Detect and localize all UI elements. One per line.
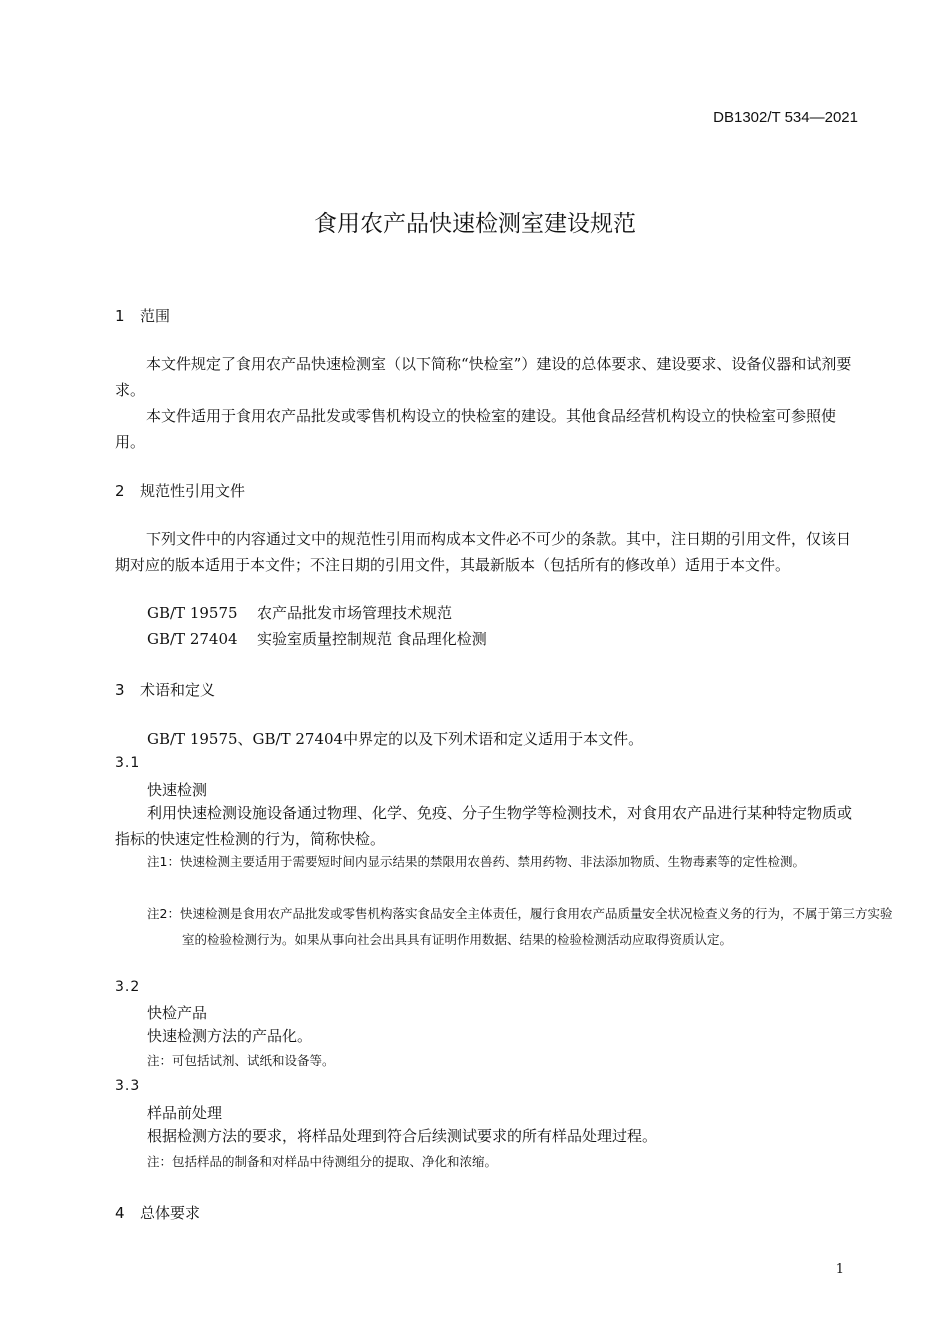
term-note xyxy=(147,1048,895,1074)
section-title: 总体要求 xyxy=(140,1204,201,1222)
term-name: 快速检测 xyxy=(147,781,208,799)
standard-code: DB1302/T 534—2021 xyxy=(713,109,858,126)
term-note xyxy=(147,901,895,953)
reference-item xyxy=(147,626,487,652)
section-title: 术语和定义 xyxy=(140,681,216,699)
term-name: 快检产品 xyxy=(147,1004,208,1022)
section-number: 1 xyxy=(115,307,125,325)
note-label: 注： xyxy=(147,1154,173,1169)
document-title: 食用农产品快速检测室建设规范 xyxy=(314,211,636,237)
term-definition: 快速检测方法的产品化。 xyxy=(147,1027,313,1045)
note-text: 包括样品的制备和对样品中待测组分的提取、净化和浓缩。 xyxy=(172,1154,498,1169)
reference-title: 农产品批发市场管理技术规范 xyxy=(257,604,453,622)
note-text: 可包括试剂、试纸和设备等。 xyxy=(172,1053,335,1068)
section-3-heading xyxy=(115,679,215,700)
section-title: 范围 xyxy=(140,307,171,325)
term-note xyxy=(147,1149,895,1175)
section-3-intro: GB/T 19575、GB/T 27404中界定的以及下列术语和定义适用于本文件。 xyxy=(147,730,644,748)
section-2-heading xyxy=(115,480,245,501)
term-number: 3.1 xyxy=(115,755,141,771)
section-1-heading xyxy=(115,305,170,326)
term-number: 3.2 xyxy=(115,979,141,995)
section-number: 3 xyxy=(115,681,125,699)
section-2-paragraph-1: 下列文件中的内容通过文中的规范性引用而构成本文件必不可少的条款。其中，注日期的引用文件，仅该日期对应的版本适用于本文件；不注日期的引用文件，其最新版本（包括所有的修改单）适用于本文件。 xyxy=(115,530,852,574)
note-label: 注1： xyxy=(147,854,180,869)
section-number: 4 xyxy=(115,1204,125,1222)
term-number: 3.3 xyxy=(115,1078,141,1094)
term-name: 样品前处理 xyxy=(147,1104,223,1122)
section-1-paragraph-2: 本文件适用于食用农产品批发或零售机构设立的快检室的建设。其他食品经营机构设立的快检室可参照使用。 xyxy=(115,407,837,451)
reference-title: 实验室质量控制规范 食品理化检测 xyxy=(257,630,487,648)
note-text: 快速检测是食用农产品批发或零售机构落实食品安全主体责任，履行食用农产品质量安全状况检查义务的行为，不属于第三方实验室的检验检测行为。如果从事向社会出具具有证明作用数据、结果的检验检测活动应取得资质认定。 xyxy=(179,906,893,947)
term-note xyxy=(147,849,895,875)
note-text: 快速检测主要适用于需要短时间内显示结果的禁限用农兽药、禁用药物、非法添加物质、生物毒素等的定性检测。 xyxy=(179,854,805,869)
section-title: 规范性引用文件 xyxy=(140,482,246,500)
term-definition: 利用快速检测设施设备通过物理、化学、免疫、分子生物学等检测技术，对食用农产品进行某种特定物质或指标的快速定性检测的行为，简称快检。 xyxy=(115,804,853,848)
section-4-heading xyxy=(115,1202,200,1223)
reference-code: GB/T 27404 xyxy=(147,630,238,648)
section-1-paragraph-1: 本文件规定了食用农产品快速检测室（以下简称“快检室”）建设的总体要求、建设要求、设备仪器和试剂要求。 xyxy=(115,355,852,399)
section-number: 2 xyxy=(115,482,125,500)
reference-item xyxy=(147,600,452,626)
note-label: 注： xyxy=(147,1053,173,1068)
term-definition: 根据检测方法的要求，将样品处理到符合后续测试要求的所有样品处理过程。 xyxy=(147,1127,658,1145)
page-number: 1 xyxy=(835,1262,844,1277)
note-label: 注2： xyxy=(147,906,180,921)
reference-code: GB/T 19575 xyxy=(147,604,238,622)
